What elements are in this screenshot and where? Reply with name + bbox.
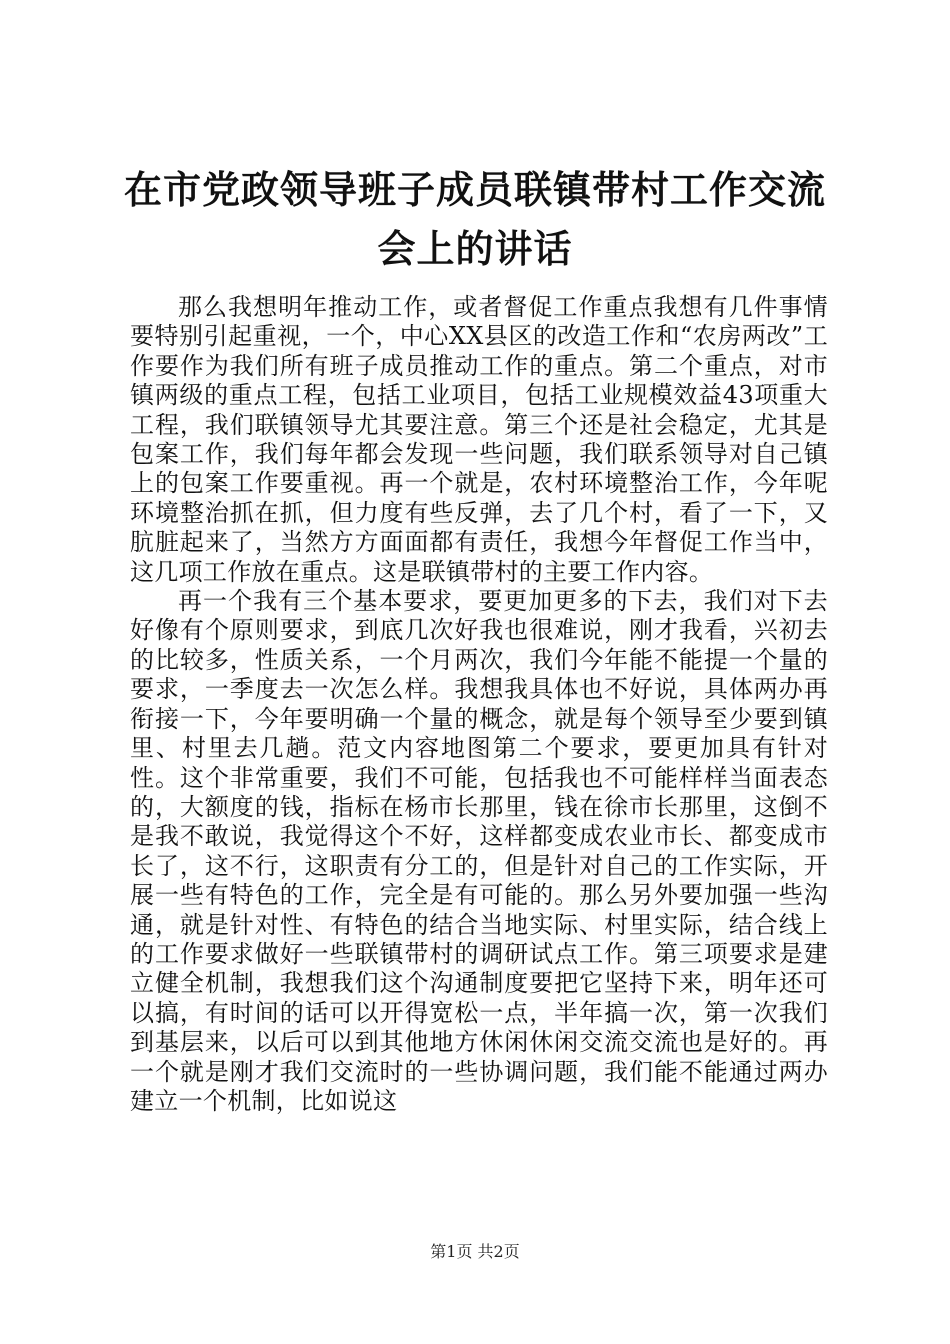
page-number-footer: 第1页 共2页 [430,1242,520,1261]
document-title: 在市党政领导班子成员联镇带村工作交流会上的讲话 [123,167,826,271]
paragraph-2: 再一个我有三个基本要求，要更加更多的下去，我们对下去好像有个原则要求，到底几次好我也很难说，刚才我看，兴初去的比较多，性质关系，一个月两次，我们今年能不能提一个量的要求，一季度去一次怎么样。我想我具体也不好说，具体两办再衔接一下，今年要明确一个量的概念，就是每个领导至少要到镇里、村里去几趟。范文内容地图第二个要求，要更加具有针对性。这个非常重要，我们不可能，包括我也不可能样样当面表态的，大额度的钱，指标在杨市长那里，钱在徐市长那里，这倒不是我不敢说，我觉得这个不好，这样都变成农业市长、都变成市长了，这不行，这职责有分工的，但是针对自己的工作实际，开展一些有特色的工作，完全是有可能的。那么另外要加强一些沟通，就是针对性、有特色的结合当地实际、村里实际，结合线上的工作要求做好一些联镇带村的调研试点工作。第三项要求是建立健全机制，我想我们这个沟通制度要把它坚持下来，明年还可以搞，有时间的话可以开得宽松一点，半年搞一次，第一次我们到基层来，以后可以到其他地方休闲休闲交流交流也是好的。再一个就是刚才我们交流时的一些协调问题，我们能不能通过两办建立一个机制，比如说这 [130,587,828,1115]
document-body [130,293,828,1116]
paragraph-1: 那么我想明年推动工作，或者督促工作重点我想有几件事情要特别引起重视，一个，中心XX县区的改造工作和“农房两改”工作要作为我们所有班子成员推动工作的重点。第二个重点，对市镇两级的重点工程，包括工业项目，包括工业规模效益43项重大工程，我们联镇领导尤其要注意。第三个还是社会稳定，尤其是包案工作，我们每年都会发现一些问题，我们联系领导对自己镇上的包案工作要重视。再一个就是，农村环境整治工作，今年呢环境整治抓在抓，但力度有些反弹，去了几个村，看了一下，又肮脏起来了，当然方方面面都有责任，我想今年督促工作当中，这几项工作放在重点。这是联镇带村的主要工作内容。 [130,293,828,586]
